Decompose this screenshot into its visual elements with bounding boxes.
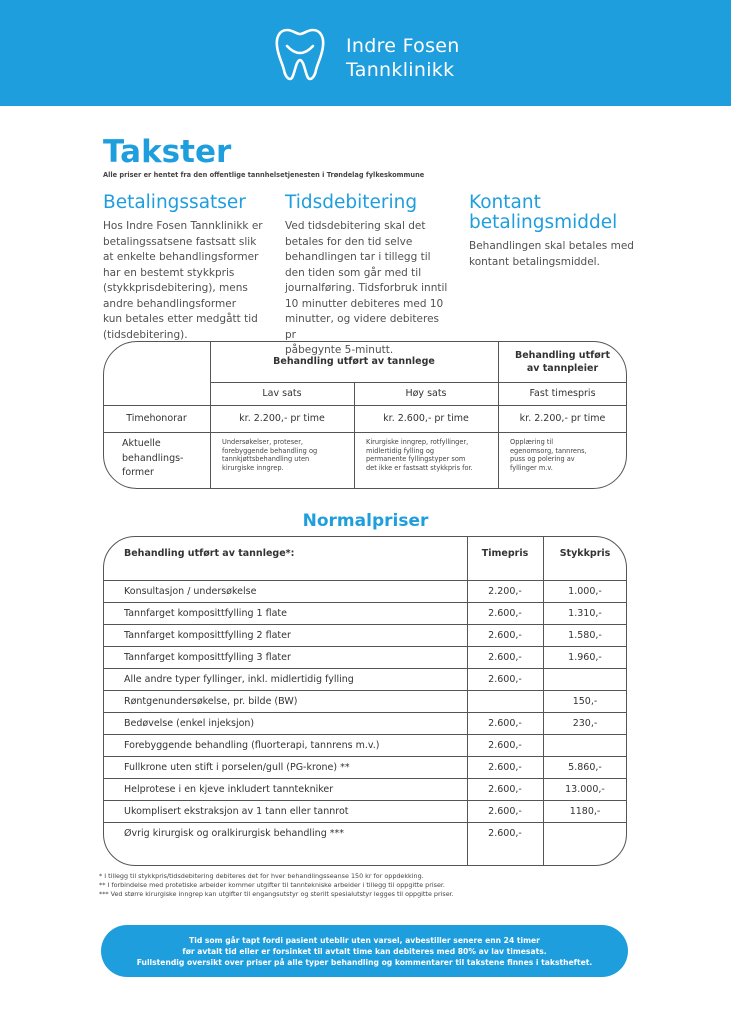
price-row-stykkpris: 1.310,- bbox=[568, 608, 602, 619]
text-line: påbegynte 5-minutt. bbox=[285, 344, 394, 356]
price-row-label: Tannfarget komposittfylling 3 flater bbox=[124, 652, 291, 663]
section-heading: Tidsdebitering bbox=[285, 192, 418, 213]
heading-line: Kontant bbox=[469, 192, 541, 213]
price-row-label: Konsultasjon / undersøkelse bbox=[124, 586, 257, 597]
row-divider bbox=[103, 822, 627, 823]
price-row-timepris: 2.600,- bbox=[488, 652, 522, 663]
text-line: kun betales etter medgått tid bbox=[103, 313, 258, 325]
price-row-label: Tannfarget komposittfylling 2 flater bbox=[124, 630, 291, 641]
price-row-stykkpris: 1.580,- bbox=[568, 630, 602, 641]
text-line: (stykkprisdebitering), mens bbox=[103, 282, 248, 294]
price-row-stykkpris: 1.960,- bbox=[568, 652, 602, 663]
text-line: journalføring. Tidsforbruk inntil bbox=[285, 282, 448, 294]
price-row-label: Alle andre typer fyllinger, inkl. midlertidig fylling bbox=[124, 674, 354, 685]
header-line: av tannpleier bbox=[526, 362, 599, 374]
price-row-timepris: 2.600,- bbox=[488, 674, 522, 685]
clinic-name bbox=[346, 34, 460, 82]
col-fast-timespris: Fast timespris bbox=[529, 388, 596, 399]
text-line: Undersøkelser, proteser, bbox=[222, 438, 304, 446]
text-line: Hos Indre Fosen Tannklinikk er bbox=[103, 220, 263, 232]
price-row-timepris: 2.600,- bbox=[488, 784, 522, 795]
footnote: * I tillegg til stykkpris/tidsdebitering debiteres det for hver behandlingsseanse 150 kr for oppdekking. bbox=[99, 872, 424, 880]
price-row-label: Øvrig kirurgisk og oralkirurgisk behandling *** bbox=[124, 828, 344, 839]
price-row-timepris: 2.600,- bbox=[488, 630, 522, 641]
row-divider bbox=[103, 624, 627, 625]
row-divider bbox=[103, 734, 627, 735]
price-row-label: Forebyggende behandling (fluorterapi, tannrens m.v.) bbox=[124, 740, 380, 751]
tooth-icon bbox=[274, 26, 326, 82]
price-hoy: kr. 2.600,- pr time bbox=[383, 413, 469, 424]
header-treatment: Behandling utført av tannlege*: bbox=[124, 548, 295, 559]
price-row-timepris: 2.600,- bbox=[488, 828, 522, 839]
text-line: andre behandlingsformer bbox=[103, 297, 237, 310]
price-row-stykkpris: 1180,- bbox=[569, 806, 601, 817]
table-divider bbox=[103, 432, 627, 433]
price-row-timepris: 2.600,- bbox=[488, 718, 522, 729]
row-timehonorar: Timehonorar bbox=[126, 413, 187, 424]
section-text bbox=[103, 219, 263, 343]
page-subtitle: Alle priser er hentet fra den offentlige tannhelsetjenesten i Trøndelag fylkeskommune bbox=[103, 171, 425, 179]
text-line: betalingssatsene fastsatt slik bbox=[103, 235, 257, 248]
price-lav: kr. 2.200,- pr time bbox=[239, 413, 325, 424]
text-line: behandlingen tar i tillegg til bbox=[285, 251, 431, 263]
row-divider bbox=[103, 646, 627, 647]
text-line: den tiden som går med til bbox=[285, 266, 422, 279]
notice-line: Fullstendig oversikt over priser på alle typer behandling og kommentarer til takstene finnes i takstheftet. bbox=[136, 957, 593, 967]
price-row-label: Bedøvelse (enkel injeksjon) bbox=[124, 718, 255, 729]
label-line: former bbox=[122, 467, 154, 478]
footnote: *** Ved større kirurgiske inngrep kan utgifter til engangsutstyr og sterilt spesialutstyr legges til oppgitte priser. bbox=[99, 890, 454, 898]
price-row-stykkpris: 150,- bbox=[572, 696, 598, 707]
price-row-timepris: 2.600,- bbox=[488, 740, 522, 751]
section-heading bbox=[469, 193, 639, 233]
forms-fast bbox=[510, 438, 587, 472]
section-text bbox=[285, 219, 450, 359]
section-tidsdebitering bbox=[285, 193, 450, 359]
clinic-name-line2: Tannklinikk bbox=[346, 59, 455, 81]
header-stykkpris: Stykkpris bbox=[559, 548, 611, 559]
clinic-name-line1: Indre Fosen bbox=[346, 35, 460, 57]
text-line: minutter, og videre debiteres pr bbox=[285, 313, 440, 341]
notice-line: Tid som går tapt fordi pasient uteblir uten varsel, avbestiller senere enn 24 timer bbox=[189, 935, 540, 945]
section-text bbox=[469, 239, 639, 270]
page-title: Takster bbox=[103, 134, 232, 170]
price-row-label: Ukomplisert ekstraksjon av 1 tann eller tannrot bbox=[124, 806, 349, 817]
label-line: Aktuelle bbox=[122, 438, 161, 449]
text-line: egenomsorg, tannrens, bbox=[510, 446, 587, 455]
price-row-label: Tannfarget komposittfylling 1 flate bbox=[124, 608, 287, 619]
heading-line: betalingsmiddel bbox=[469, 212, 618, 233]
text-line: betales for den tid selve bbox=[285, 235, 413, 248]
price-row-stykkpris: 1.000,- bbox=[568, 586, 602, 597]
footnote: ** I forbindelse med protetiske arbeider kommer utgifter til tanntekniske arbeider i tillegg til oppgitte priser. bbox=[99, 881, 445, 889]
text-line: forebyggende behandling og bbox=[222, 446, 318, 455]
price-row-label: Fullkrone uten stift i porselen/gull (PG-krone) ** bbox=[124, 762, 350, 773]
normalpriser-title: Normalpriser bbox=[302, 511, 429, 531]
row-divider bbox=[103, 756, 627, 757]
price-fast: kr. 2.200,- pr time bbox=[519, 413, 606, 424]
header-line: Behandling utført bbox=[515, 349, 610, 361]
header-banner bbox=[0, 0, 731, 106]
text-line: tannkjøttsbehandling uten bbox=[222, 455, 310, 463]
section-kontant bbox=[469, 193, 639, 270]
price-row-label: Helprotese i en kjeve inkludert tanntekniker bbox=[124, 784, 334, 795]
text-line: (tidsdebitering). bbox=[103, 328, 188, 341]
price-row-stykkpris: 5.860,- bbox=[568, 762, 602, 773]
price-row-timepris: 2.600,- bbox=[488, 608, 522, 619]
text-line: Behandlingen skal betales med bbox=[469, 240, 634, 252]
text-line: 10 minutter debiteres med 10 bbox=[285, 297, 444, 310]
text-line: har en bestemt stykkpris bbox=[103, 266, 235, 279]
price-row-stykkpris: 13.000,- bbox=[565, 784, 605, 795]
table-divider bbox=[103, 580, 627, 581]
text-line: kirurgiske inngrep. bbox=[222, 463, 284, 472]
text-line: det ikke er fastsatt stykkpris for. bbox=[366, 463, 473, 472]
forms-lav bbox=[222, 438, 317, 472]
price-row-label: Røntgenundersøkelse, pr. bilde (BW) bbox=[124, 696, 298, 707]
text-line: Kirurgiske inngrep, rotfyllinger, bbox=[366, 438, 469, 446]
forms-hoy bbox=[366, 438, 473, 472]
text-line: kontant betalingsmiddel. bbox=[469, 255, 600, 268]
price-row-timepris: 2.600,- bbox=[488, 762, 522, 773]
text-line: midlertidig fylling og bbox=[366, 446, 435, 455]
col-lav-sats: Lav sats bbox=[262, 388, 302, 399]
row-divider bbox=[103, 690, 627, 691]
row-divider bbox=[103, 800, 627, 801]
row-divider bbox=[103, 778, 627, 779]
row-aktuelle bbox=[122, 437, 183, 481]
price-row-timepris: 2.600,- bbox=[488, 806, 522, 817]
row-divider bbox=[103, 712, 627, 713]
text-line: Opplæring til bbox=[510, 438, 554, 446]
header-tannlege: Behandling utført av tannlege bbox=[273, 356, 435, 367]
row-divider bbox=[103, 668, 627, 669]
price-row-timepris: 2.200,- bbox=[488, 586, 522, 597]
text-line: puss og polering av bbox=[510, 455, 575, 463]
row-divider bbox=[103, 602, 627, 603]
text-line: fyllinger m.v. bbox=[510, 463, 553, 472]
text-line: Ved tidsdebitering skal det bbox=[285, 220, 426, 232]
section-heading: Betalingssatser bbox=[103, 192, 246, 213]
footnotes bbox=[99, 872, 454, 899]
price-row-stykkpris: 230,- bbox=[572, 718, 598, 729]
text-line: permanente fyllingstyper som bbox=[366, 455, 466, 463]
text-line: at enkelte behandlingsformer bbox=[103, 251, 259, 263]
col-hoy-sats: Høy sats bbox=[405, 388, 447, 399]
notice-line: før avtalt tid eller er forsinket til avtalt time kan debiteres med 80% av lav timesats. bbox=[182, 946, 547, 956]
label-line: behandlings- bbox=[122, 452, 184, 464]
notice-banner bbox=[101, 925, 628, 977]
section-betalingssatser bbox=[103, 193, 263, 343]
header-tannpleier bbox=[498, 341, 627, 382]
header-timepris: Timepris bbox=[481, 548, 529, 559]
